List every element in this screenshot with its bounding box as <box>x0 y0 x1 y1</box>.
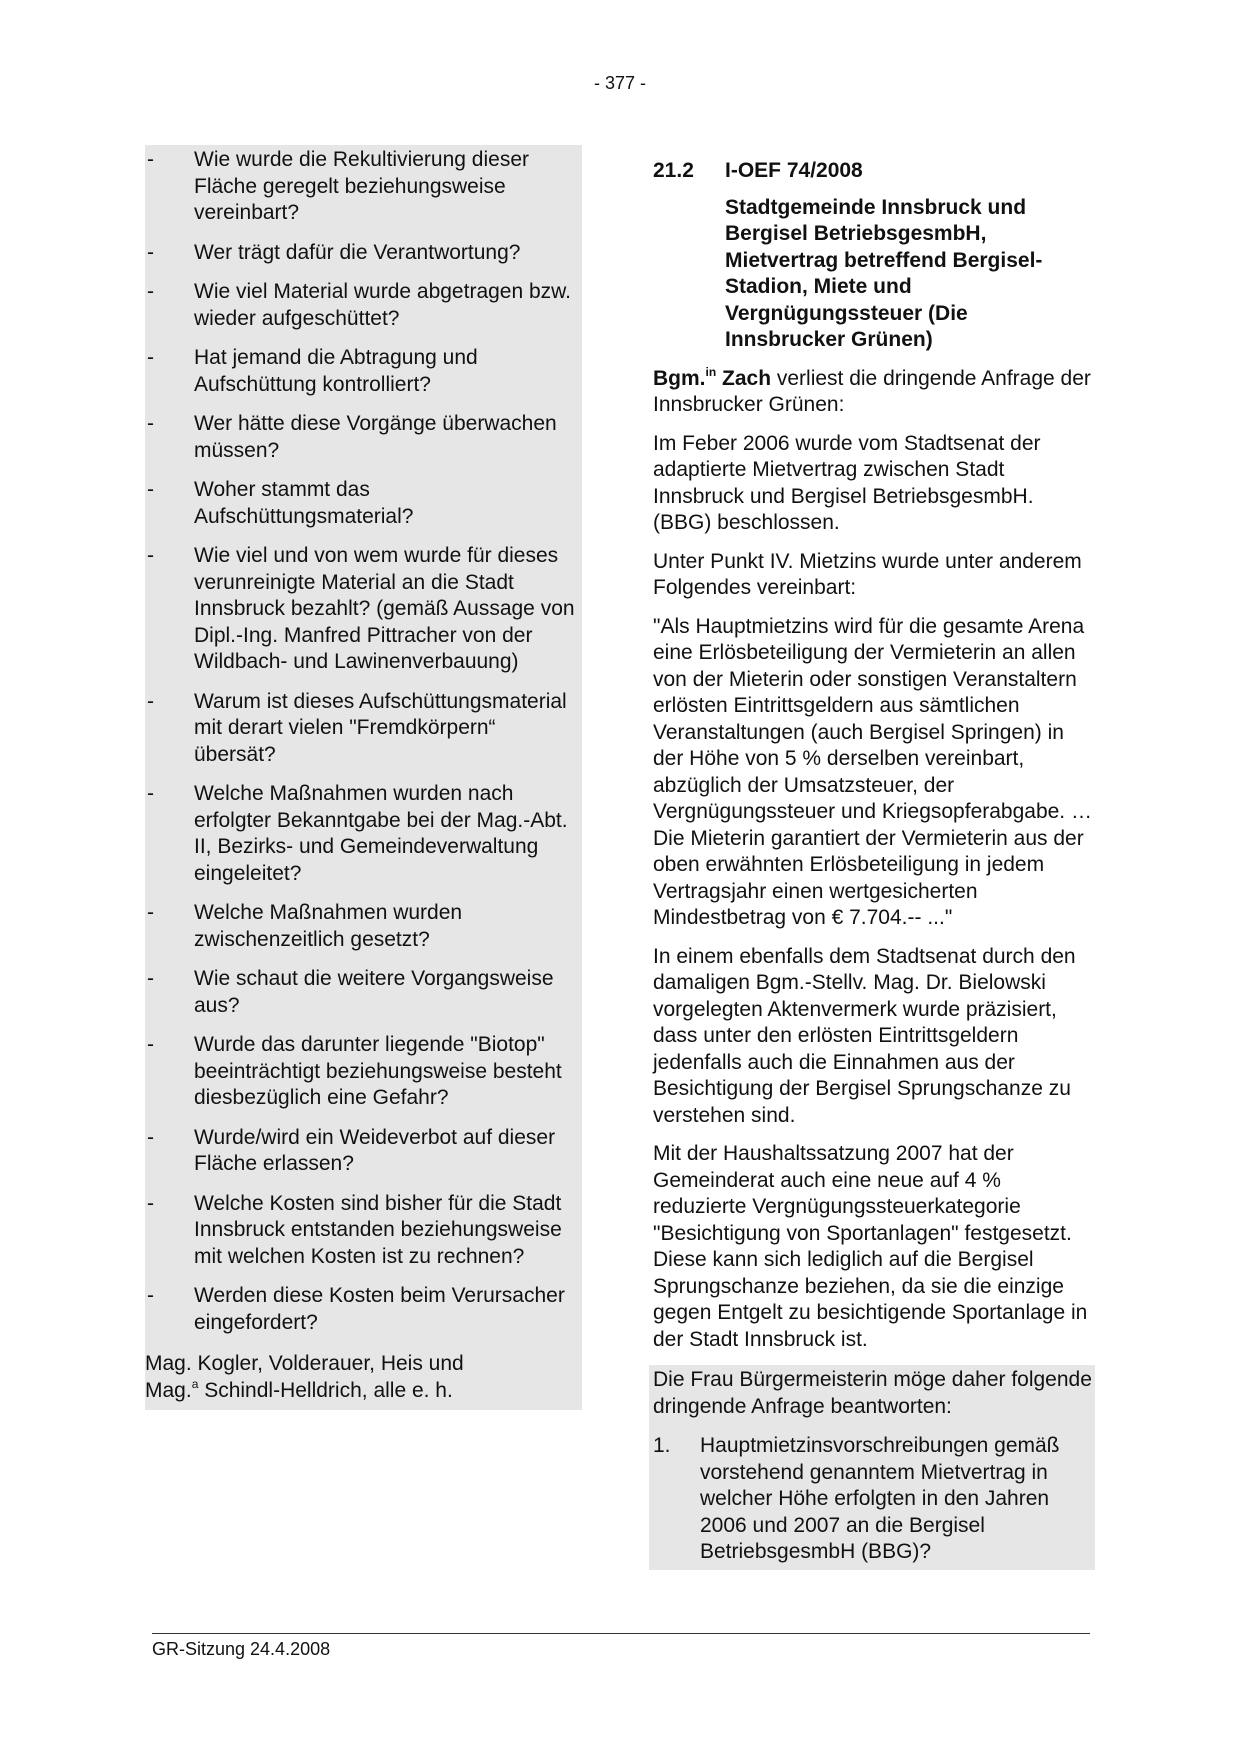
question-text: Wie viel und von wem wurde für dieses verunreinigte Material an die Stadt Innsbruck bezahlt? (gemäß Aussage von Dipl.-Ing. Manfred Pittracher von der Wildbach- und Lawinenverbauung) <box>194 544 575 673</box>
question-text: Welche Maßnahmen wurden nach erfolgter Bekanntgabe bei der Mag.-Abt. II, Bezirks- und Gemeindeverwaltung eingeleitet? <box>194 782 568 885</box>
agenda-item-21-2 <box>653 158 1093 1570</box>
question-text: Welche Maßnahmen wurden zwischenzeitlich gesetzt? <box>194 901 463 951</box>
question-item <box>145 345 582 398</box>
bullet-dash: - <box>147 782 154 805</box>
signatories-line-2: Mag.$^a$ Schindl-Helldrich, alle e. h. <box>145 1376 453 1402</box>
question-text: Welche Kosten sind bisher für die Stadt Innsbruck entstanden beziehungsweise mit welchen Kosten ist zu rechnen? <box>194 1191 562 1268</box>
footer-rule <box>152 1633 1090 1634</box>
inquiry-box <box>649 1365 1095 1570</box>
bullet-dash: - <box>147 1125 154 1149</box>
body-paragraph: Unter Punkt IV. Mietzins wurde unter anderem Folgendes vereinbart: <box>653 549 1082 599</box>
body-paragraph: "Als Hauptmietzins wird für die gesamte Arena eine Erlösbeteiligung der Vermieterin an allen von der Mieterin oder sonstigen Veranstaltern erlösten Eintrittsgeldern aus sämtlichen Veranstaltungen (auch Bergisel Springen) in der Höhe von 5 % derselben vereinbart, abzüglich der Umsatzsteuer, der Vergnügungssteuer und Kriegsopferabgabe. … Die Mieterin garantiert der Vermieterin aus der oben erwähnten Erlösbeteiligung in jedem Vertragsjahr einen wertgesicherten Mindestbetrag von € 7.704.-- ..." <box>653 614 1092 929</box>
inquiry-request: Die Frau Bürgermeisterin möge daher folgende dringende Anfrage beantworten: <box>653 1368 1092 1418</box>
question-item <box>145 411 582 464</box>
question-text: Woher stammt das Aufschüttungsmaterial? <box>194 478 414 528</box>
question-item <box>145 279 582 332</box>
question-item <box>145 1283 582 1336</box>
intro-paragraph: Bgm.$^{in}$ Zach verliest die dringende Anfrage der Innsbrucker Grünen: <box>653 364 1091 416</box>
question-text: Wie wurde die Rekultivierung dieser Fläche geregelt beziehungsweise vereinbart? <box>194 148 529 224</box>
question-list-left <box>145 145 582 1410</box>
question-item <box>145 966 582 1019</box>
question-text: Wurde das darunter liegende "Biotop" beeinträchtigt beziehungsweise besteht diesbezüglich eine Gefahr? <box>194 1033 562 1109</box>
question-text: Wie schaut die weitere Vorgangsweise aus? <box>194 967 554 1017</box>
bullet-dash: - <box>147 544 154 567</box>
question-text: Wer trägt dafür die Verantwortung? <box>194 240 521 264</box>
question-text: Wie viel Material wurde abgetragen bzw. wieder aufgeschüttet? <box>194 280 572 330</box>
question-text: Hauptmietzinsvorschreibungen gemäß vorstehend genanntem Mietvertrag in welcher Höhe erfolgten in den Jahren 2006 und 2007 an die Bergisel BetriebsgesmbH (BBG)? <box>700 1434 1060 1563</box>
question-item <box>145 1032 582 1112</box>
signatories-line-1: Mag. Kogler, Volderauer, Heis und <box>145 1352 464 1375</box>
question-item <box>145 240 582 267</box>
question-item <box>145 1191 582 1271</box>
body-paragraph: Mit der Haushaltssatzung 2007 hat der Gemeinderat auch eine neue auf 4 % reduzierte Vergnügungssteuerkategorie "Besichtigung von Sportanlagen" festgesetzt. Diese kann sich lediglich auf die Bergisel Sprungschanze beziehen, da sie die einzige gegen Entgelt zu besichtigende Sportanlage in der Stadt Innsbruck ist. <box>653 1142 1088 1351</box>
question-text: Werden diese Kosten beim Verursacher eingefordert? <box>194 1284 565 1334</box>
bullet-dash: - <box>147 148 154 171</box>
bullet-dash: - <box>147 240 154 264</box>
question-number: 1. <box>653 1434 671 1457</box>
footer-text: GR-Sitzung 24.4.2008 <box>152 1639 331 1659</box>
bullet-dash: - <box>147 967 154 990</box>
question-item <box>145 689 582 769</box>
bullet-dash: - <box>147 901 154 924</box>
body-paragraph: Im Feber 2006 wurde vom Stadtsenat der adaptierte Mietvertrag zwischen Stadt Innsbruck und Bergisel BetriebsgesmbH. (BBG) beschlossen. <box>653 431 1041 534</box>
signatories <box>145 1349 582 1404</box>
speaker: Bgm.$^{in}$ Zach <box>653 364 772 390</box>
bullet-dash: - <box>147 1191 154 1215</box>
question-item <box>145 147 582 227</box>
section-subject: Stadtgemeinde Innsbruck und Bergisel BetriebsgesmbH, Mietvertrag betreffend Bergisel-Stadion, Miete und Vergnügungssteuer (Die Innsbrucker Grünen) <box>725 195 1043 351</box>
question-item <box>145 1125 582 1178</box>
question-item <box>145 543 582 676</box>
question-text: Wer hätte diese Vorgänge überwachen müssen? <box>194 412 557 462</box>
section-number: 21.2 <box>653 159 694 182</box>
bullet-dash: - <box>147 478 154 501</box>
section-id: I-OEF 74/2008 <box>725 159 863 182</box>
bullet-dash: - <box>147 689 154 713</box>
section-heading <box>653 158 1093 185</box>
bullet-dash: - <box>147 1284 154 1307</box>
question-item <box>145 477 582 530</box>
bullet-dash: - <box>147 412 154 435</box>
question-text: Wurde/wird ein Weideverbot auf dieser Fläche erlassen? <box>194 1125 556 1175</box>
numbered-question <box>653 1433 1095 1566</box>
page-number: - 377 - <box>593 73 647 93</box>
question-item <box>145 781 582 887</box>
bullet-dash: - <box>147 346 154 369</box>
bullet-dash: - <box>147 280 154 303</box>
question-item <box>145 900 582 953</box>
question-text: Warum ist dieses Aufschüttungsmaterial mit derart vielen "Fremdkörpern“ übersät? <box>194 689 567 766</box>
question-text: Hat jemand die Abtragung und Aufschüttung kontrolliert? <box>194 346 478 396</box>
body-paragraph: In einem ebenfalls dem Stadtsenat durch den damaligen Bgm.-Stellv. Mag. Dr. Bielowski vorgelegten Aktenvermerk wurde präzisiert, dass unter den erlösten Eintrittsgeldern jedenfalls auch die Einnahmen aus der Besichtigung der Bergisel Sprungschanze zu verstehen sind. <box>653 944 1076 1127</box>
bullet-dash: - <box>147 1033 154 1056</box>
